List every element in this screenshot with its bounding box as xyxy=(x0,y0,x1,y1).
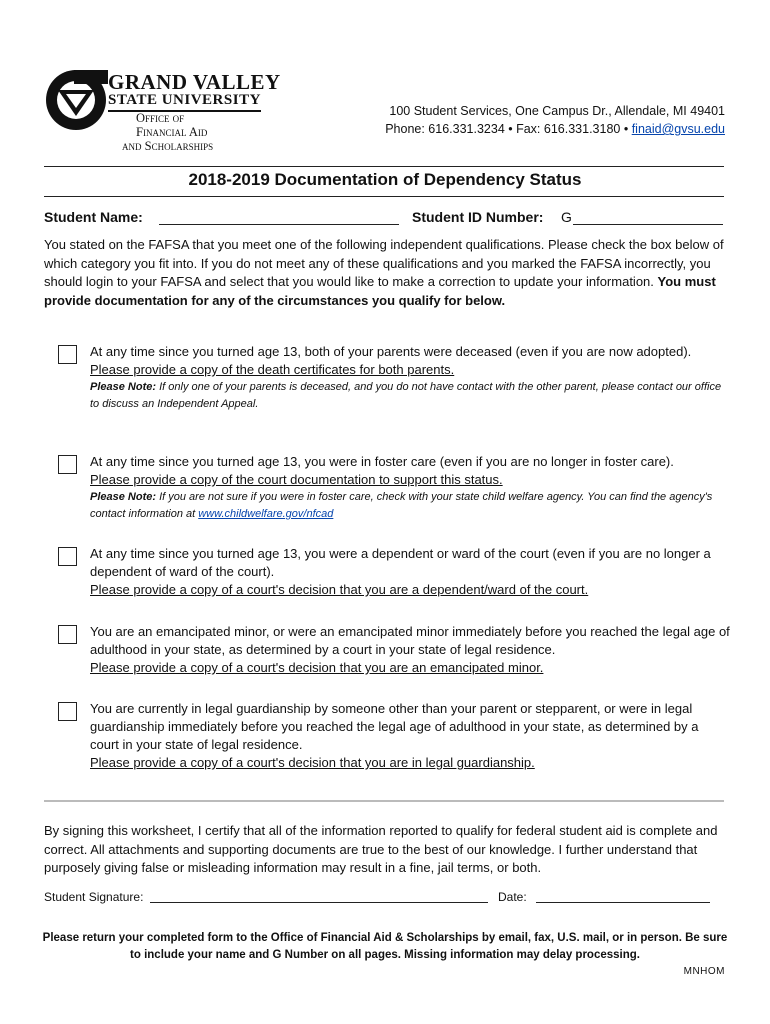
email-link[interactable]: finaid@gvsu.edu xyxy=(631,122,725,136)
item-request: Please provide a copy of a court's decision that you are a dependent/ward of the court. xyxy=(90,582,589,597)
office-line1: Office of xyxy=(136,111,185,125)
intro-bold: You must provide documentation for any of the circumstances you qualify for below. xyxy=(44,274,716,308)
item-request: Please provide a copy of the death certificates for both parents. xyxy=(90,362,455,377)
date-field[interactable] xyxy=(536,890,710,903)
student-id-field[interactable] xyxy=(573,210,723,225)
student-name-field[interactable] xyxy=(159,210,399,225)
signature-field[interactable] xyxy=(150,890,488,903)
student-id-label: Student ID Number: xyxy=(412,209,544,225)
brand-line1: GRAND VALLEY xyxy=(108,70,281,94)
phone-fax: Phone: 616.331.3234 • Fax: 616.331.3180 • xyxy=(385,122,629,136)
qualification-checkbox-3[interactable] xyxy=(58,547,77,566)
item-text: At any time since you turned age 13, both of your parents were deceased (even if you are now adopted). xyxy=(90,344,692,359)
certification-text: By signing this worksheet, I certify that all of the information reported to qualify for federal student aid is complete and correct. All attachments and supporting documents are true to the best of our knowledge. I further understand that purposely giving false or misleading information may result in a fine, jail terms, or both. xyxy=(44,823,718,875)
date-label: Date: xyxy=(498,890,527,904)
office-line2: Financial Aid xyxy=(136,125,208,139)
qualification-checkbox-4[interactable] xyxy=(58,625,77,644)
note-label: Please Note: xyxy=(90,491,157,503)
item-text: At any time since you turned age 13, you were in foster care (even if you are no longer in foster care). xyxy=(90,454,674,469)
gvsu-logo xyxy=(44,68,108,132)
note-text: If you are not sure if you were in foster care, check with your state child welfare agency. You can find the agency's contact information at xyxy=(90,491,713,520)
qualification-checkbox-5[interactable] xyxy=(58,702,77,721)
form-code: MNHOM xyxy=(683,966,725,977)
signature-label: Student Signature: xyxy=(44,890,144,904)
brand-line2: STATE UNIVERSITY xyxy=(108,92,261,112)
intro-text: You stated on the FAFSA that you meet one of the following independent qualifications. Please check the box below of which category you fit into. If you do not meet any of these qualifications and you marked the FAFSA incorrectly, you should login to your FAFSA and select that you would like to make a correction to update your information. xyxy=(44,237,724,289)
qualification-checkbox-2[interactable] xyxy=(58,455,77,474)
student-id-prefix: G xyxy=(561,209,572,225)
section-divider xyxy=(44,800,724,802)
item-note xyxy=(90,379,730,413)
student-name-label: Student Name: xyxy=(44,209,143,225)
item-note xyxy=(90,489,730,523)
item-text: You are an emancipated minor, or were an emancipated minor immediately before you reached the legal age of adulthood in your state, as determined by a court in your state of legal residence. xyxy=(90,624,730,657)
title-bottom-rule xyxy=(44,196,724,197)
item-request: Please provide a copy of a court's decision that you are in legal guardianship. xyxy=(90,755,535,770)
item-request: Please provide a copy of a court's decision that you are an emancipated minor. xyxy=(90,660,544,675)
item-request: Please provide a copy of the court documentation to support this status. xyxy=(90,472,503,487)
title-top-rule xyxy=(44,166,724,167)
intro-paragraph xyxy=(44,236,728,310)
item-text: You are currently in legal guardianship by someone other than your parent or stepparent, or were in legal guardianship immediately before you reached the legal age of adulthood in your state, as determined by a court in your state of legal residence. xyxy=(90,701,699,752)
page-title: 2018-2019 Documentation of Dependency Status xyxy=(188,170,582,189)
address: 100 Student Services, One Campus Dr., Allendale, MI 49401 xyxy=(389,104,725,118)
item-text: At any time since you turned age 13, you were a dependent or ward of the court (even if you are no longer a dependent of ward of the court). xyxy=(90,546,711,579)
return-notice: Please return your completed form to the Office of Financial Aid & Scholarships by email, fax, U.S. mail, or in person. Be sure to include your name and G Number on all pages. Missing information may delay processing. xyxy=(42,932,728,961)
note-label: Please Note: xyxy=(90,381,157,393)
office-line3: and Scholarships xyxy=(122,139,214,153)
childwelfare-link[interactable]: www.childwelfare.gov/nfcad xyxy=(198,508,334,520)
contact-block xyxy=(385,102,725,138)
note-text: If only one of your parents is deceased, and you do not have contact with the other parent, please contact our office to discuss an Independent Appeal. xyxy=(90,381,722,410)
qualification-checkbox-1[interactable] xyxy=(58,345,77,364)
